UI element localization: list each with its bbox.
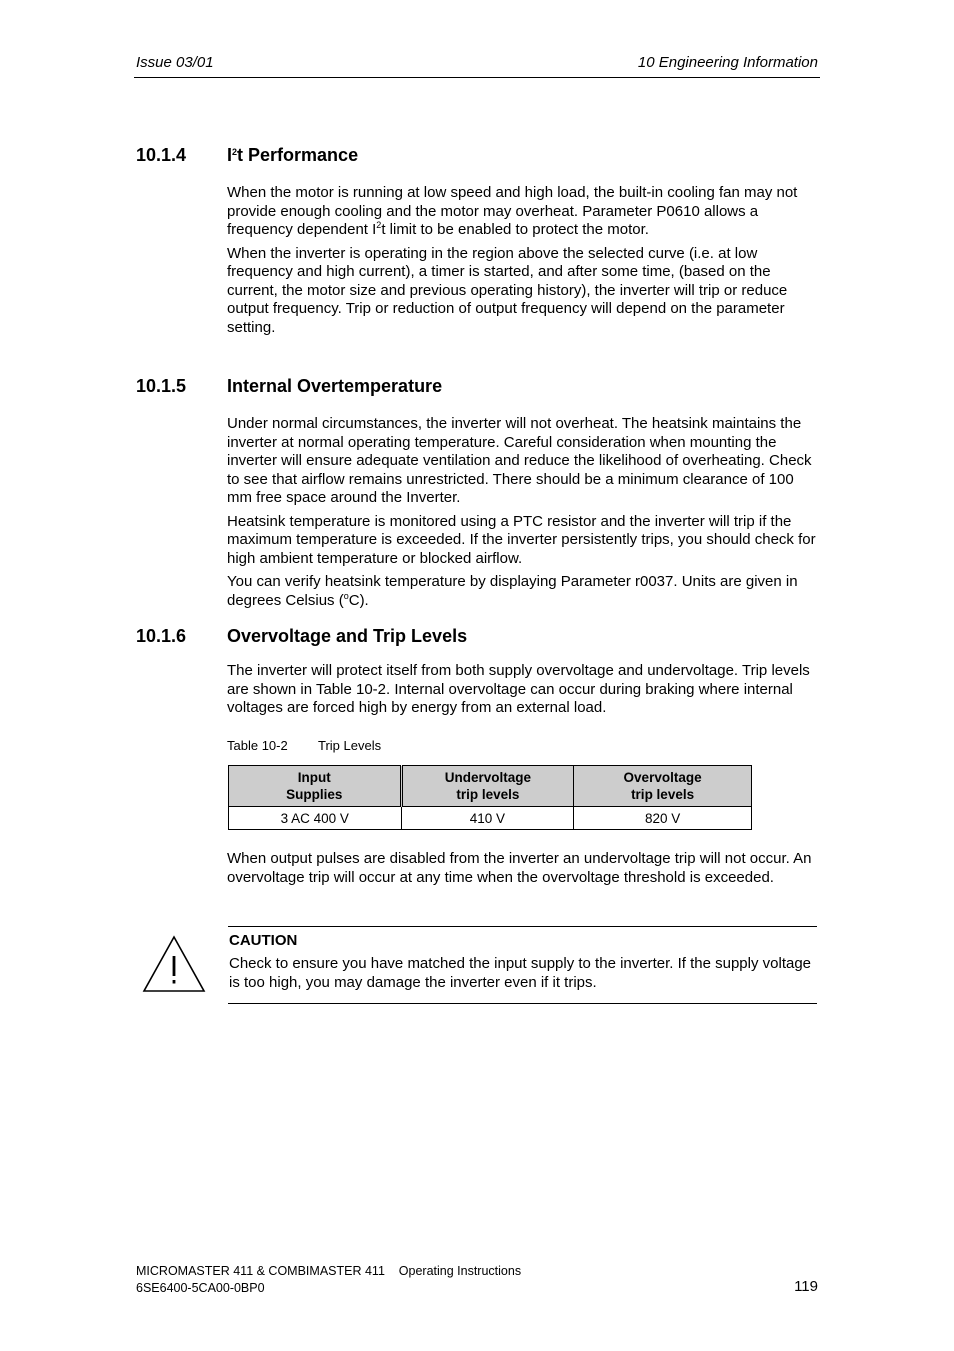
- table-header-row: [229, 766, 752, 807]
- paragraph: When the motor is running at low speed and high load, the built-in cooling fan may not provide enough cooling and the motor may overheat. Parameter P0610 allows a frequency dependent $I^2t$ limit to be enabled to protect the motor.: [227, 184, 798, 238]
- caution-title: CAUTION: [229, 932, 298, 949]
- paragraph: You can verify heatsink temperature by displaying Parameter r0037. Units are given in degrees Celsius ($^o$C).: [227, 573, 798, 609]
- footer-product: MICROMASTER 411 & COMBIMASTER 411 Operating Instructions: [136, 1264, 522, 1278]
- section-body-10-1-6-after-table: [227, 850, 819, 892]
- caution-text: Check to ensure you have matched the input supply to the inverter. If the supply voltage is too high, you may damage the inverter even if it trips.: [229, 955, 812, 991]
- paragraph: Heatsink temperature is monitored using a PTC resistor and the inverter will trip if the maximum temperature is exceeded. If the inverter persistently trips, you should check for high ambient temperature or blocked airflow.: [227, 512, 816, 567]
- section-body-10-1-5: [227, 415, 819, 615]
- footer-order-number: 6SE6400-5CA00-0BP0: [136, 1281, 265, 1295]
- table-caption-title: Trip Levels: [318, 738, 382, 753]
- table-caption-number: Table 10-2: [227, 738, 288, 753]
- section-body-10-1-4: [227, 184, 819, 342]
- table-row: [229, 807, 752, 830]
- section-number-10-1-4: 10.1.4: [136, 145, 187, 165]
- paragraph: Under normal circumstances, the inverter will not overheat. The heatsink maintains the inverter at normal operating temperature. Careful consideration when mounting the inverter will ensure adequate ventilation and reduce the likelihood of overheating. Check to see that airflow remains unrestricted. There should be a minimum clearance of 100 mm free space around the Inverter.: [227, 415, 812, 506]
- caution-bottom-rule: [228, 1003, 817, 1004]
- section-number-10-1-6: 10.1.6: [136, 626, 187, 646]
- header-rule: [134, 77, 820, 78]
- section-title-internal-overtemperature: Internal Overtemperature: [227, 376, 443, 396]
- section-title-overvoltage-trip-levels: Overvoltage and Trip Levels: [227, 626, 468, 646]
- caution-top-rule: [228, 926, 817, 927]
- paragraph: When the inverter is operating in the region above the selected curve (i.e. at low frequency and high current), a timer is started, and after some time, (based on the current, the motor size and previous operating history), the inverter will trip or reduce output frequency. Trip or reduction of output frequency will depend on the parameter setting.: [227, 244, 788, 336]
- page-number: 119: [794, 1278, 818, 1295]
- header-issue: Issue 03/01: [136, 54, 214, 71]
- table-header-cell: Undervoltage trip levels: [401, 766, 574, 807]
- table-header-cell: Overvoltage trip levels: [574, 766, 752, 807]
- paragraph: When output pulses are disabled from the inverter an undervoltage trip will not occur. An overvoltage trip will occur at any time when the overvoltage threshold is exceeded.: [227, 850, 812, 886]
- table-cell: 3 AC 400 V: [229, 807, 402, 830]
- paragraph: The inverter will protect itself from both supply overvoltage and undervoltage. Trip levels are shown in Table 10-2. Internal overvoltage can occur during braking where internal voltages are forced high by energy from an external load.: [227, 662, 810, 716]
- table-cell: 410 V: [401, 807, 574, 830]
- header-chapter: 10 Engineering Information: [637, 54, 818, 71]
- section-title-i2t-performance: $I^2t$ Performance: [227, 145, 359, 165]
- section-number-10-1-5: 10.1.5: [136, 376, 187, 396]
- section-body-10-1-6: [227, 662, 819, 723]
- table-header-cell: Input Supplies: [229, 766, 402, 807]
- trip-levels-table: [228, 765, 752, 830]
- table-cell: 820 V: [574, 807, 752, 830]
- warning-triangle-icon: [141, 934, 207, 994]
